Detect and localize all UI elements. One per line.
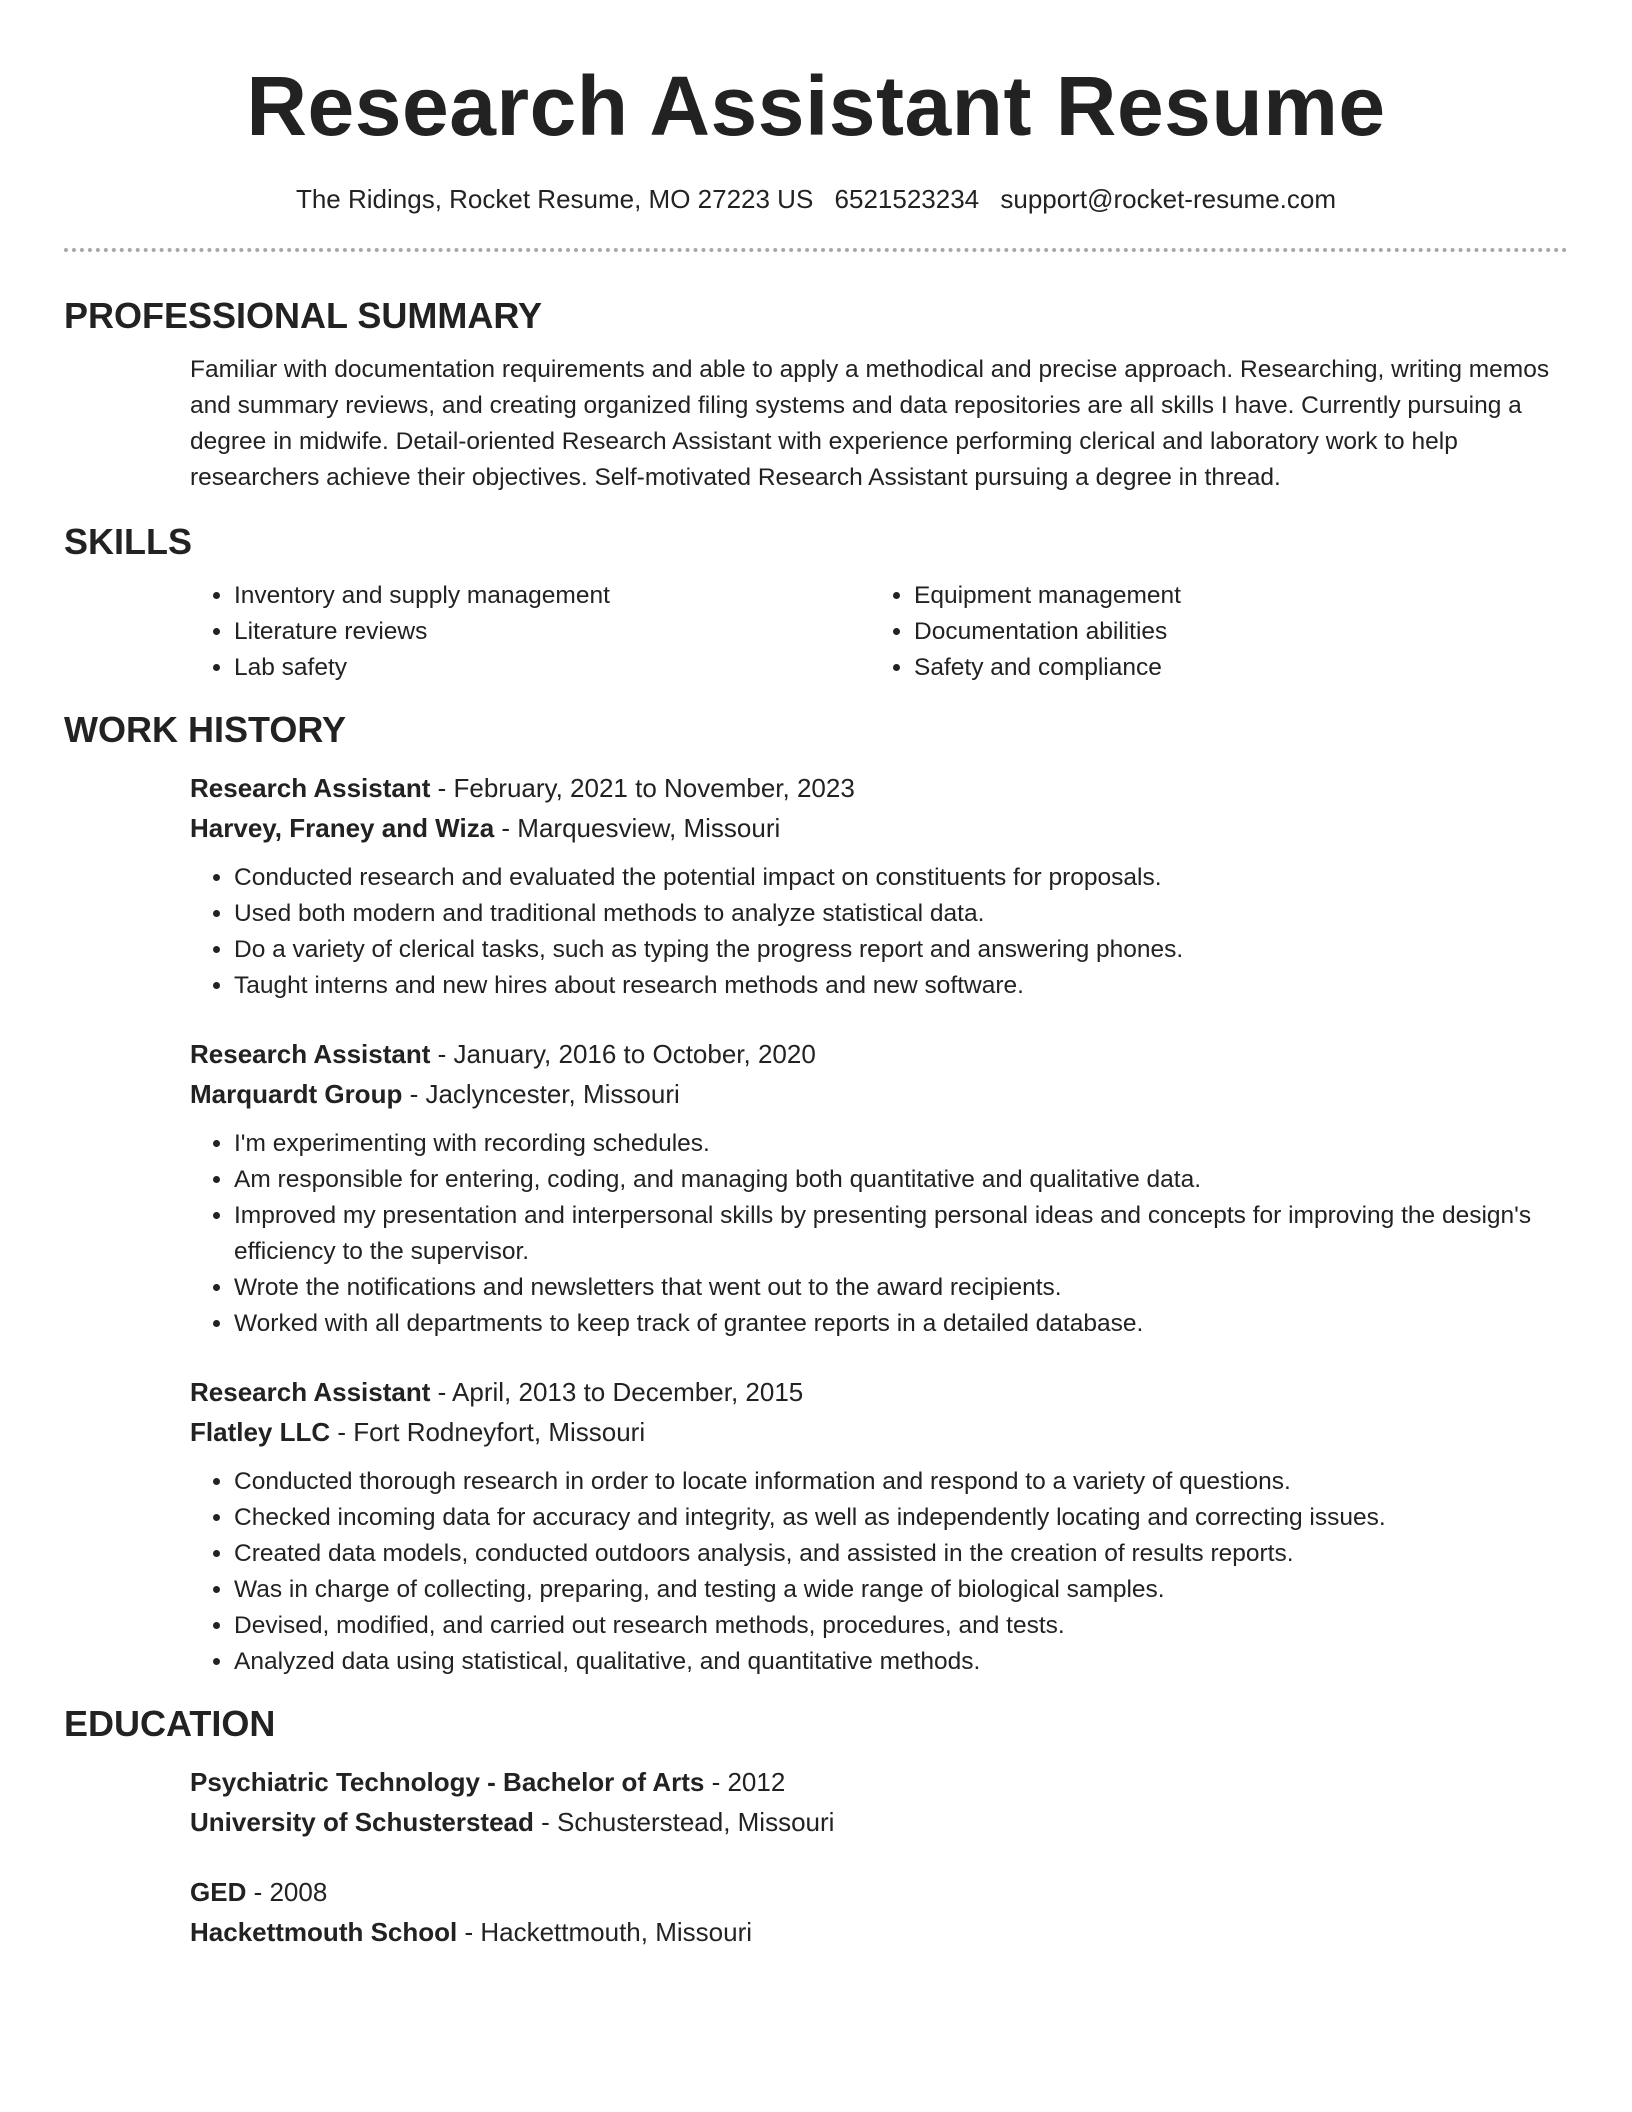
education-degree: Psychiatric Technology - Bachelor of Arts [190,1767,705,1797]
skill-item: • Equipment management [914,578,1550,614]
education-location: - Schusterstead, Missouri [533,1807,835,1837]
skills-heading: SKILLS [64,521,193,562]
job-company: Marquardt Group [190,1079,403,1109]
work-history-heading: WORK HISTORY [64,709,347,750]
skill-item: • Safety and compliance [914,650,1550,686]
job-entry [190,768,1568,1004]
job-entry [190,1034,1568,1342]
job-dates: - January, 2016 to October, 2020 [430,1039,816,1069]
job-location: - Fort Rodneyfort, Missouri [330,1417,646,1447]
job-bullet: • Worked with all departments to keep track of grantee reports in a detailed database. [234,1306,1568,1342]
job-location: - Marquesview, Missouri [494,813,781,843]
summary-section [64,352,1568,496]
skills-section [64,578,1568,686]
job-bullet: • Checked incoming data for accuracy and integrity, as well as independently locating and correcting issues. [234,1500,1568,1536]
education-degree-line [190,1872,1568,1912]
job-title-line [190,1034,1568,1074]
work-history-section [64,768,1568,1680]
skill-item: • Lab safety [234,650,870,686]
education-heading: EDUCATION [64,1703,276,1744]
education-school: Hackettmouth School [190,1917,458,1947]
education-entry [190,1872,1568,1952]
job-title: Research Assistant [190,1039,431,1069]
job-company-line [190,1412,1568,1452]
job-bullet: • Taught interns and new hires about research methods and new software. [234,968,1568,1004]
job-bullet: • Improved my presentation and interpersonal skills by presenting personal ideas and concepts for improving the design's efficiency to the supervisor. [234,1198,1568,1270]
skill-item: • Literature reviews [234,614,870,650]
page-title: Research Assistant Resume [246,59,1386,153]
job-bullet: • Used both modern and traditional methods to analyze statistical data. [234,896,1568,932]
contact-email: support@rocket-resume.com [1000,184,1337,214]
job-title-line [190,1372,1568,1412]
job-bullet: • Conducted research and evaluated the potential impact on constituents for proposals. [234,860,1568,896]
skill-item: • Inventory and supply management [234,578,870,614]
job-bullet: • I'm experimenting with recording schedules. [234,1126,1568,1162]
job-company: Harvey, Franey and Wiza [190,813,495,843]
job-bullet: • Analyzed data using statistical, qualitative, and quantitative methods. [234,1644,1568,1680]
job-entry [190,1372,1568,1680]
education-entry [190,1762,1568,1842]
job-company-line [190,808,1568,848]
education-degree-line [190,1762,1568,1802]
header-divider [64,248,1568,252]
job-title: Research Assistant [190,773,431,803]
job-bullet: • Created data models, conducted outdoors analysis, and assisted in the creation of results reports. [234,1536,1568,1572]
education-year: - 2012 [704,1767,786,1797]
summary-text: Familiar with documentation requirements and able to apply a methodical and precise approach. Researching, writing memos and summary reviews, and creating organized filing systems and data repositories are all skills I have. Currently pursuing a degree in midwife. Detail-oriented Research Assistant with experience performing clerical and laboratory work to help researchers achieve their objectives. Self-motivated Research Assistant pursuing a degree in thread. [190,356,1550,491]
education-year: - 2008 [246,1877,328,1907]
skills-column-left [190,578,870,686]
job-title: Research Assistant [190,1377,431,1407]
skill-item: • Documentation abilities [914,614,1550,650]
job-company: Flatley LLC [190,1417,331,1447]
education-location: - Hackettmouth, Missouri [457,1917,752,1947]
education-school: University of Schusterstead [190,1807,534,1837]
education-school-line [190,1802,1568,1842]
job-bullet: • Do a variety of clerical tasks, such as typing the progress report and answering phones. [234,932,1568,968]
contact-phone: 6521523234 [834,184,980,214]
job-dates: - February, 2021 to November, 2023 [430,773,855,803]
education-school-line [190,1912,1568,1952]
job-bullet: • Wrote the notifications and newsletters that went out to the award recipients. [234,1270,1568,1306]
job-location: - Jaclyncester, Missouri [402,1079,680,1109]
job-bullet: • Am responsible for entering, coding, and managing both quantitative and qualitative data. [234,1162,1568,1198]
contact-line [64,182,1568,216]
summary-heading: PROFESSIONAL SUMMARY [64,295,543,336]
job-bullet: • Devised, modified, and carried out research methods, procedures, and tests. [234,1608,1568,1644]
contact-address: The Ridings, Rocket Resume, MO 27223 US [295,184,814,214]
job-bullet: • Was in charge of collecting, preparing, and testing a wide range of biological samples. [234,1572,1568,1608]
job-title-line [190,768,1568,808]
job-company-line [190,1074,1568,1114]
education-section [64,1762,1568,1952]
skills-column-right [870,578,1550,686]
education-degree: GED [190,1877,247,1907]
job-dates: - April, 2013 to December, 2015 [430,1377,804,1407]
job-bullet: • Conducted thorough research in order to locate information and respond to a variety of questions. [234,1464,1568,1500]
